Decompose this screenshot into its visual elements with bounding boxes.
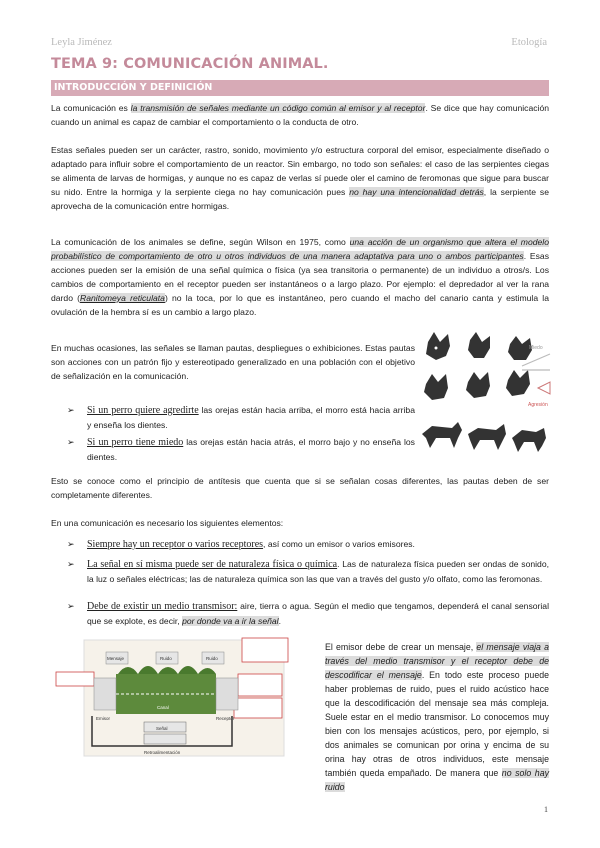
diagram-callout: [234, 698, 282, 718]
diagram-box: [94, 678, 116, 710]
text: , la serpiente se aprovecha de la comunicación entre hormigas.: [51, 187, 549, 211]
diagram-box: [216, 678, 238, 710]
highlight: no solo hay ruido: [325, 768, 549, 792]
section-heading-bar: [51, 80, 549, 96]
text: El emisor debe de crear un mensaje,: [325, 642, 477, 652]
arrow-bullet-icon: ➢: [67, 437, 75, 447]
diagram-label: Ruido: [206, 656, 218, 661]
bullet-text: las orejas están hacia arriba, el morro está hacia arriba y enseña los dientes.: [87, 405, 415, 430]
diagram-label: Señal: [156, 726, 168, 731]
paragraph-wilson: [51, 235, 549, 319]
text: La comunicación de los animales se define, según Wilson en 1975, como: [51, 237, 350, 247]
list-item: [67, 557, 549, 586]
bullet-text: , así como un emisor o varios emisores.: [263, 539, 415, 549]
dog-body-icon: [512, 428, 546, 452]
bullet-title: Si un perro tiene miedo: [87, 437, 184, 448]
figure-label-aggression: Agresión: [528, 402, 548, 408]
header-author: Leyla Jiménez: [51, 37, 112, 48]
dog-head-icon: [426, 332, 450, 360]
list-item: [67, 537, 549, 552]
text: La comunicación es: [51, 103, 131, 113]
dog-head-icon: [466, 372, 490, 398]
communication-diagram: [52, 634, 318, 762]
species-name: Ranitomeya reticulata: [80, 293, 165, 303]
bullet-text: aire, tierra o agua. Según el medio que tengamos, dependerá el canal sensorial que se explote, es decir,: [87, 601, 549, 626]
list-item: [67, 435, 415, 464]
diagram-label: Canal: [157, 705, 169, 710]
diagram-label: Ruido: [160, 656, 172, 661]
list-item: [67, 403, 415, 432]
bullet-title: La señal en sí misma puede ser de naturaleza física o química: [87, 559, 338, 570]
text: .: [278, 616, 281, 626]
dog-head-icon: [506, 370, 530, 396]
text: ) no la toca, por lo que es instantáneo, pero cuando el macho del canario canta y estimula la ovulación de la hembra sí es un cambio a largo plazo.: [51, 293, 549, 317]
text: . En todo este proceso puede haber problemas de ruido, pues el ruido acústico hace que la descodificación del mensaje sea más compleja. Suele estar en el medio transmisor. Lo conocemos muy bien con los mensajes acústicos, pero, por ejemplo, si dos animales se comunican por orina y encima de su orina hay otras de otros individuos, este mensaje también queda empañado. De manera que: [325, 670, 549, 778]
arrow-bullet-icon: ➢: [67, 405, 75, 415]
diagram-callout: [238, 674, 282, 696]
diagram-callout: [242, 638, 288, 662]
paragraph-displays: En muchas ocasiones, las señales se llaman pautas, despliegues o exhibiciones. Estas pautas son acciones con un patrón fijo y estereotipado generalizado en una población con el objetivo de señalización en la comunicación.: [51, 343, 415, 381]
bullet-title: Debe de existir un medio transmisor:: [87, 601, 238, 612]
text: . Se dice que hay comunicación cuando un animal es capaz de cambiar el comportamiento o la conducta de otro.: [51, 103, 550, 127]
bullet-text: . Las de naturaleza física pueden ser ondas de sonido, la luz o señales eléctricas; las de naturaleza química son las que van a través del gusto y/o olfato, como las feromonas.: [87, 559, 550, 584]
highlight: no hay una intencionalidad detrás: [349, 187, 484, 197]
page-number: 1: [544, 805, 548, 814]
header-subject: Etología: [511, 37, 547, 48]
paragraph-antithesis: Esto se conoce como el principio de antítesis que cuenta que si se señalan cosas diferentes, las pautas deben de ser completamente diferentes.: [51, 476, 549, 500]
arrow-bullet-icon: ➢: [67, 539, 75, 549]
dog-expressions-figure: [418, 330, 552, 468]
highlight: por donde va a ir la señal: [182, 616, 279, 626]
paragraph-elements-intro: En una comunicación es necesario los siguientes elementos:: [51, 518, 284, 528]
highlight: el mensaje viaja a través del medio transmisor y el receptor debe de descodificar el mensaje: [325, 642, 550, 680]
diagram-label: Retroalimentación: [144, 750, 181, 755]
diagram-box: [144, 734, 186, 744]
arrow-bullet-icon: ➢: [67, 601, 75, 611]
dog-head-icon: [468, 332, 490, 358]
bullet-title: Siempre hay un receptor o varios receptores: [87, 539, 264, 550]
arrow-bullet-icon: ➢: [67, 559, 75, 569]
diagram-callout: [56, 672, 94, 686]
dog-body-icon: [422, 422, 462, 448]
diagram-label: Emisor: [96, 716, 111, 721]
diagram-label: Receptor: [216, 716, 235, 721]
section-heading: INTRODUCCIÓN Y DEFINICIÓN: [54, 82, 213, 93]
paragraph-signals: [51, 143, 549, 213]
page-title: TEMA 9: COMUNICACIÓN ANIMAL.: [51, 56, 329, 72]
text: Estas señales pueden ser un carácter, rastro, sonido, movimiento y/o estructura corporal del emisor, especialmente diseñado o adaptado para influir sobre el comportamiento de un reactor. Sin embargo, no todo son señales: el caso de las serpientes ciegas se alimenta de larvas de hormigas, y aunque no es capaz de verlas sí puede oler el camino de feromonas que sigue para buscar su nido. Entre la hormiga y la serpiente ciega no hay comunicación pues: [51, 145, 549, 197]
figure-label-fear: Miedo: [529, 345, 543, 351]
diagram-label: Mensaje: [107, 656, 125, 661]
paragraph-definition: [51, 101, 549, 129]
dog-head-icon: [424, 374, 448, 400]
list-item: [67, 599, 549, 628]
arrow-icon: [538, 382, 550, 394]
text: . Esas acciones pueden ser la emisión de una señal química o física (ya sea transitoria o permanente) de un individuo a otros/s. Los cambios de comportamiento en el receptor pueden ser instantáneos o a largo plazo. Por ejemplo: el depredador al ver la rana dardo (: [51, 251, 550, 303]
highlight: una acción de un organismo que altera el modelo probabilístico de comportamiento de otro u otros individuos de una manera adaptativa para uno o ambos participantes: [51, 237, 549, 261]
highlight: la transmisión de señales mediante un código común al emisor y al receptor: [130, 103, 426, 113]
bullet-title: Si un perro quiere agredirte: [87, 405, 199, 416]
paragraph-emitter: [325, 640, 549, 794]
dog-body-icon: [468, 424, 506, 450]
bullet-text: las orejas están hacia atrás, el morro bajo y no enseña los dientes.: [87, 437, 415, 462]
